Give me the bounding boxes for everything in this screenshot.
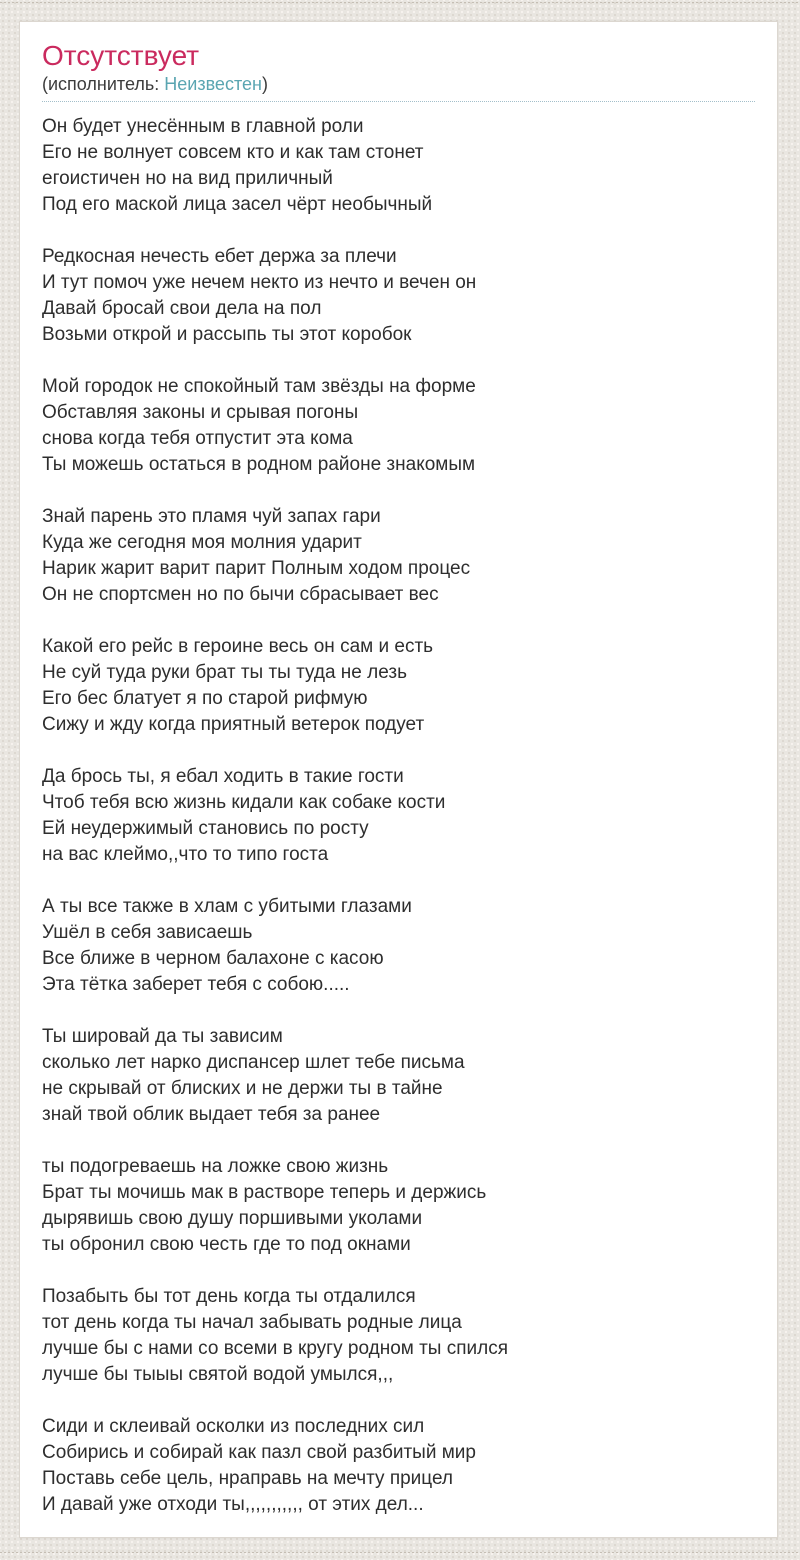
lyric-line: Да брось ты, я ебал ходить в такие гости	[42, 766, 404, 787]
lyric-line: Позабыть бы тот день когда ты отдалился	[42, 1286, 416, 1307]
lyric-line: Сиди и склеивай осколки из последних сил	[42, 1416, 425, 1437]
song-title: Отсутствует	[42, 40, 200, 71]
lyric-line: Он будет унесённым в главной роли	[42, 116, 364, 137]
lyric-line: Ты можешь остаться в родном районе знакомым	[42, 454, 476, 475]
lyric-line: Не суй туда руки брат ты ты туда не лезь	[42, 662, 407, 683]
lyric-line: А ты все также в хлам с убитыми глазами	[42, 896, 412, 917]
lyric-line: Его не волнует совсем кто и как там стонет	[42, 142, 424, 163]
lyric-line: Нарик жарит варит парит Полным ходом процес	[42, 558, 471, 579]
lyrics-stanza-5	[42, 634, 755, 738]
lyric-line: снова когда тебя отпустит эта кома	[42, 428, 353, 449]
lyric-line: Возьми открой и рассыпь ты этот коробок	[42, 324, 412, 345]
artist-label-suffix: )	[261, 74, 268, 94]
lyric-line: Под его маской лица засел чёрт необычный	[42, 194, 433, 215]
lyrics-stanza-8	[42, 1024, 755, 1128]
lyric-line: ты подогреваешь на ложке свою жизнь	[42, 1156, 389, 1177]
lyric-line: на вас клеймо,,что то типо госта	[42, 844, 329, 865]
background-stitch-top	[0, 2, 800, 3]
lyrics-stanza-3	[42, 374, 755, 478]
lyric-line: тот день когда ты начал забывать родные лица	[42, 1312, 462, 1333]
lyric-line: И давай уже отходи ты,,,,,,,,,,, от этих дел...	[42, 1494, 424, 1515]
lyric-line: Мой городок не спокойный там звёзды на форме	[42, 376, 476, 397]
lyric-line: И тут помоч уже нечем некто из нечто и вечен он	[42, 272, 477, 293]
lyric-line: Куда же сегодня моя молния ударит	[42, 532, 362, 553]
lyric-line: Эта тётка заберет тебя с собою.....	[42, 974, 350, 995]
lyric-line: Все ближе в черном балахоне с касою	[42, 948, 384, 969]
lyric-line: Собирись и собирай как пазл свой разбитый мир	[42, 1442, 476, 1463]
lyric-line: Чтоб тебя всю жизнь кидали как собаке кости	[42, 792, 446, 813]
lyric-line: Сижу и жду когда приятный ветерок подует	[42, 714, 425, 735]
lyric-line: лучше бы с нами со всеми в кругу родном ты спился	[42, 1338, 509, 1359]
content-card	[19, 21, 778, 1538]
lyric-line: Ей неудержимый становись по росту	[42, 818, 369, 839]
artist-line	[42, 74, 755, 102]
lyric-line: Поставь себе цель, нраправь на мечту прицел	[42, 1468, 453, 1489]
lyrics-stanza-10	[42, 1284, 755, 1388]
lyric-line: Брат ты мочишь мак в растворе теперь и держись	[42, 1182, 487, 1203]
lyric-line: знай твой облик выдает тебя за ранее	[42, 1104, 381, 1125]
lyric-line: ты обронил свою честь где то под окнами	[42, 1234, 411, 1255]
lyric-line: Ушёл в себя зависаешь	[42, 922, 253, 943]
lyric-line: егоистичен но на вид приличный	[42, 168, 333, 189]
lyric-line: Знай парень это пламя чуй запах гари	[42, 506, 381, 527]
lyrics-stanza-2	[42, 244, 755, 348]
lyrics-stanza-11	[42, 1414, 755, 1518]
lyric-line: Обставляя законы и срывая погоны	[42, 402, 359, 423]
lyrics-stanza-4	[42, 504, 755, 608]
lyric-line: не скрывай от блиских и не держи ты в тайне	[42, 1078, 443, 1099]
lyrics-stanza-9	[42, 1154, 755, 1258]
lyric-line: Редкосная нечесть ебет держа за плечи	[42, 246, 397, 267]
lyric-line: Какой его рейс в героине весь он сам и есть	[42, 636, 434, 657]
lyric-line: Давай бросай свои дела на пол	[42, 298, 322, 319]
artist-label-prefix: (исполнитель:	[42, 74, 160, 94]
lyric-line: Он не спортсмен но по бычи сбрасывает вес	[42, 584, 439, 605]
lyric-line: Ты шировай да ты зависим	[42, 1026, 283, 1047]
artist-link[interactable]: Неизвестен	[164, 74, 262, 94]
lyric-line: лучше бы тыыы святой водой умылся,,,	[42, 1364, 394, 1385]
lyric-line: дырявишь свою душу поршивыми уколами	[42, 1208, 423, 1229]
lyrics-stanza-1	[42, 114, 755, 218]
lyric-line: Его бес блатует я по старой рифмую	[42, 688, 368, 709]
lyrics-stanza-6	[42, 764, 755, 868]
background-stitch-bottom	[0, 1552, 800, 1553]
lyric-line: сколько лет нарко диспансер шлет тебе письма	[42, 1052, 465, 1073]
lyrics-text	[42, 114, 755, 1518]
lyrics-stanza-7	[42, 894, 755, 998]
